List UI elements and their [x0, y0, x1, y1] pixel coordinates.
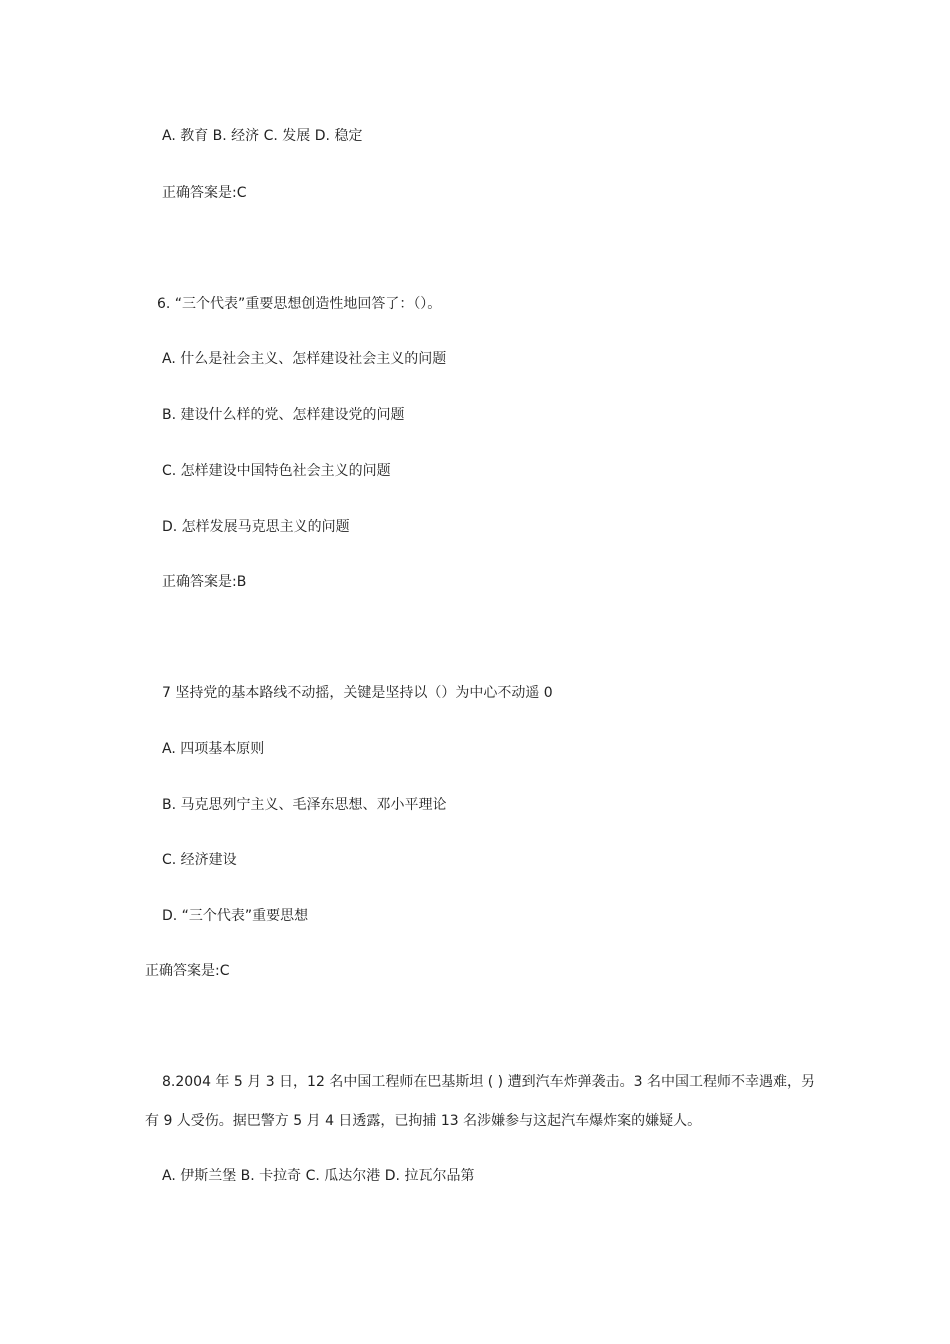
- q6-option-d: D. 怎样发展马克思主义的问题: [162, 519, 350, 535]
- q7-option-c: C. 经济建设: [162, 852, 237, 868]
- q8-stem-line1: 8.2004 年 5 月 3 日，12 名中国工程师在巴基斯坦 ( ) 遭到汽车炸弹袭击。3 名中国工程师不幸遇难，另: [162, 1074, 815, 1090]
- q6-option-c: C. 怎样建设中国特色社会主义的问题: [162, 463, 391, 479]
- q8-stem-line2: 有 9 人受伤。据巴警方 5 月 4 日透露，已拘捕 13 名涉嫌参与这起汽车爆炸案的嫌疑人。: [145, 1113, 702, 1129]
- q5-answer: 正确答案是:C: [162, 185, 247, 201]
- q7-answer: 正确答案是:C: [145, 963, 230, 979]
- q6-stem: 6. “三个代表”重要思想创造性地回答了：（）。: [157, 296, 442, 312]
- q6-option-a: A. 什么是社会主义、怎样建设社会主义的问题: [162, 351, 447, 367]
- q7-stem: 7 坚持党的基本路线不动摇，关键是坚持以（）为中心不动遥 0: [162, 685, 553, 701]
- q7-option-b: B. 马克思列宁主义、毛泽东思想、邓小平理论: [162, 797, 447, 813]
- q6-option-b: B. 建设什么样的党、怎样建设党的问题: [162, 407, 405, 423]
- q8-options: A. 伊斯兰堡 B. 卡拉奇 C. 瓜达尔港 D. 拉瓦尔品第: [162, 1168, 475, 1184]
- q7-option-a: A. 四项基本原则: [162, 741, 265, 757]
- q6-answer: 正确答案是:B: [162, 574, 247, 590]
- q5-options: A. 教育 B. 经济 C. 发展 D. 稳定: [162, 128, 363, 144]
- q7-option-d: D. “三个代表”重要思想: [162, 908, 309, 924]
